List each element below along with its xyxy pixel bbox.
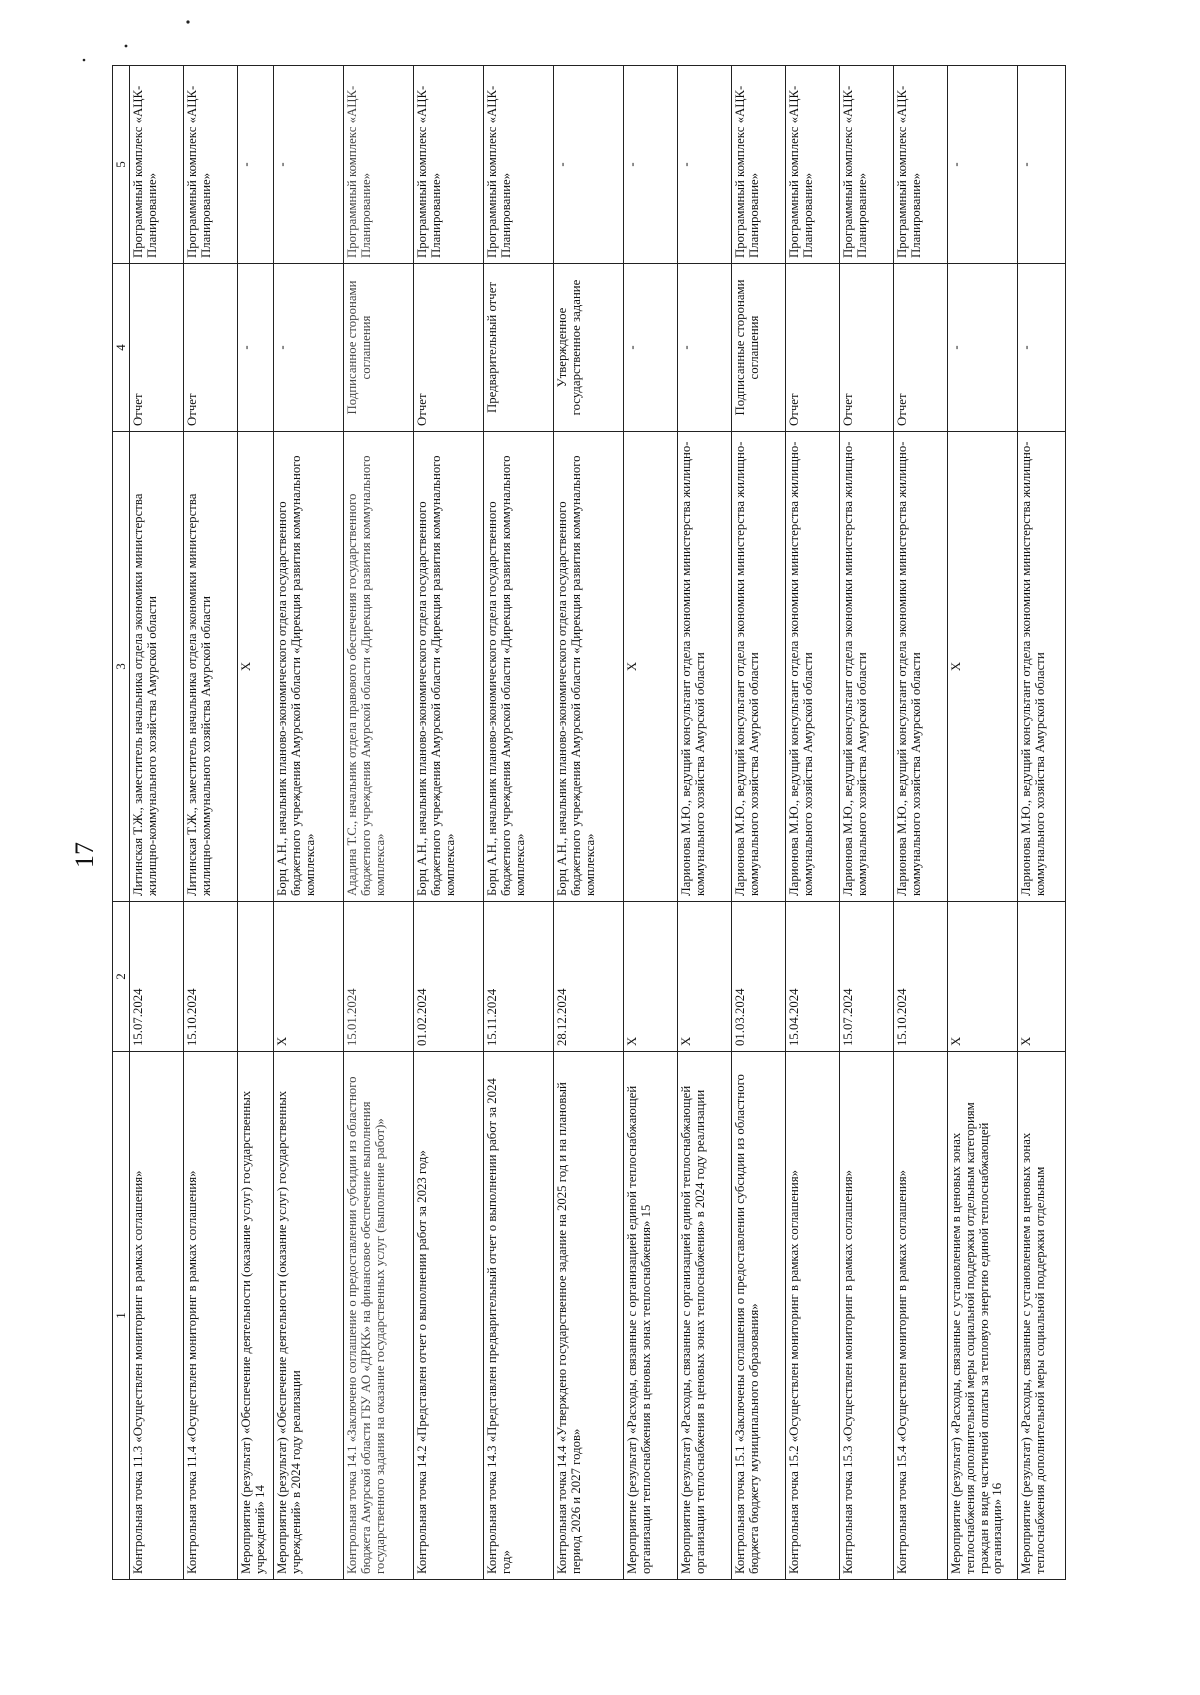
table-row bbox=[732, 66, 786, 1580]
cell-responsible: Литинская Т.Ж., заместитель начальника отдела экономики министерства жилищно-коммунального хозяйства Амурской области bbox=[184, 432, 238, 902]
cell-date bbox=[238, 902, 274, 1052]
col-header-2: 2 bbox=[113, 902, 130, 1052]
cell-responsible: Борц А.Н., начальник планово-экономического отдела государственного бюджетного учреждения Амурской области «Дирекция развития коммунального комплекса» bbox=[554, 432, 624, 902]
cell-document: - bbox=[238, 264, 274, 432]
cell-system: Программный комплекс «АЦК-Планирование» bbox=[786, 66, 840, 264]
table-row bbox=[344, 66, 414, 1580]
cell-date: 15.11.2024 bbox=[484, 902, 554, 1052]
cell-responsible: Ларионова М.Ю., ведущий консультант отдела экономики министерства жилищно-коммунального хозяйства Амурской области bbox=[786, 432, 840, 902]
table-row bbox=[786, 66, 840, 1580]
cell-event: Контрольная точка 15.2 «Осуществлен мониторинг в рамках соглашения» bbox=[786, 1052, 840, 1580]
table-row bbox=[130, 66, 184, 1580]
cell-system: - bbox=[948, 66, 1018, 264]
cell-event: Контрольная точка 11.4 «Осуществлен мониторинг в рамках соглашения» bbox=[184, 1052, 238, 1580]
table-row bbox=[414, 66, 484, 1580]
cell-system: Программный комплекс «АЦК-Планирование» bbox=[184, 66, 238, 264]
cell-system: - bbox=[624, 66, 678, 264]
table-row bbox=[840, 66, 894, 1580]
cell-date: 01.03.2024 bbox=[732, 902, 786, 1052]
cell-event: Мероприятие (результат) «Расходы, связанные с установлением в ценовых зонах теплоснабжения дополнительной меры социальной поддержки отдельным категориям граждан в виде частичной оплаты за тепловую энергию единой теплоснабжающей организации» 16 bbox=[948, 1052, 1018, 1580]
cell-date: X bbox=[624, 902, 678, 1052]
cell-document: Отчет bbox=[414, 264, 484, 432]
cell-document: Утвержденное государственное задание bbox=[554, 264, 624, 432]
cell-responsible: Борц А.Н., начальник планово-экономического отдела государственного бюджетного учреждения Амурской области «Дирекция развития коммунального комплекса» bbox=[414, 432, 484, 902]
cell-document: - bbox=[678, 264, 732, 432]
cell-date: 15.07.2024 bbox=[130, 902, 184, 1052]
cell-event: Контрольная точка 14.3 «Представлен предварительный отчет о выполнении работ за 2024 год» bbox=[484, 1052, 554, 1580]
cell-document: Отчет bbox=[184, 264, 238, 432]
cell-system: - bbox=[1018, 66, 1066, 264]
cell-document: Отчет bbox=[894, 264, 948, 432]
cell-responsible: Ларионова М.Ю., ведущий консультант отдела экономики министерства жилищно-коммунального хозяйства Амурской области bbox=[678, 432, 732, 902]
cell-event: Мероприятие (результат) «Расходы, связанные с организацией единой теплоснабжающей организации теплоснабжения в ценовых зонах теплоснабжения» в 2024 году реализации bbox=[678, 1052, 732, 1580]
cell-event: Контрольная точка 11.3 «Осуществлен мониторинг в рамках соглашения» bbox=[130, 1052, 184, 1580]
cell-document: Подписанное сторонами соглашения bbox=[344, 264, 414, 432]
cell-system: Программный комплекс «АЦК-Планирование» bbox=[894, 66, 948, 264]
cell-document: - bbox=[624, 264, 678, 432]
page-number: 17 bbox=[70, 842, 99, 868]
cell-system: Программный комплекс «АЦК-Планирование» bbox=[484, 66, 554, 264]
col-header-1: 1 bbox=[113, 1052, 130, 1580]
table-row bbox=[484, 66, 554, 1580]
cell-responsible: X bbox=[948, 432, 1018, 902]
cell-responsible: X bbox=[238, 432, 274, 902]
cell-date: 15.10.2024 bbox=[184, 902, 238, 1052]
cell-document: - bbox=[1018, 264, 1066, 432]
cell-responsible: Ларионова М.Ю., ведущий консультант отдела экономики министерства жилищно-коммунального хозяйства Амурской области bbox=[1018, 432, 1066, 902]
cell-responsible: Ларионова М.Ю., ведущий консультант отдела экономики министерства жилищно-коммунального хозяйства Амурской области bbox=[894, 432, 948, 902]
cell-event: Контрольная точка 14.1 «Заключено соглашение о предоставлении субсидии из областного бюджета Амурской области ГБУ АО «ДРКК» на финансовое обеспечение выполнения государственного задания на оказание государственных услуг (выполнение работ)» bbox=[344, 1052, 414, 1580]
cell-system: Программный комплекс «АЦК-Планирование» bbox=[840, 66, 894, 264]
cell-document: Отчет bbox=[130, 264, 184, 432]
cell-event: Мероприятие (результат) «Обеспечение деятельности (оказание услуг) государственных учреждений» 14 bbox=[238, 1052, 274, 1580]
cell-date: 15.01.2024 bbox=[344, 902, 414, 1052]
cell-system: Программный комплекс «АЦК-Планирование» bbox=[130, 66, 184, 264]
cell-system: - bbox=[678, 66, 732, 264]
col-header-4: 4 bbox=[113, 264, 130, 432]
cell-system: - bbox=[274, 66, 344, 264]
table-row bbox=[624, 66, 678, 1580]
cell-date: 15.04.2024 bbox=[786, 902, 840, 1052]
cell-system: - bbox=[238, 66, 274, 264]
cell-responsible: X bbox=[624, 432, 678, 902]
table-row bbox=[238, 66, 274, 1580]
cell-date: X bbox=[274, 902, 344, 1052]
cell-document: - bbox=[948, 264, 1018, 432]
cell-event: Контрольная точка 15.3 «Осуществлен мониторинг в рамках соглашения» bbox=[840, 1052, 894, 1580]
cell-document: Отчет bbox=[786, 264, 840, 432]
cell-event: Мероприятие (результат) «Обеспечение деятельности (оказание услуг) государственных учреждений» в 2024 году реализации bbox=[274, 1052, 344, 1580]
cell-responsible: Литинская Т.Ж., заместитель начальника отдела экономики министерства жилищно-коммунального хозяйства Амурской области bbox=[130, 432, 184, 902]
cell-responsible: Ададина Т.С., начальник отдела правового обеспечения государственного бюджетного учреждения Амурской области «Дирекция развития коммунального комплекса» bbox=[344, 432, 414, 902]
cell-document: Предварительный отчет bbox=[484, 264, 554, 432]
cell-event: Мероприятие (результат) «Расходы, связанные с организацией единой теплоснабжающей организации теплоснабжения в ценовых зонах теплоснабжения» 15 bbox=[624, 1052, 678, 1580]
table-row bbox=[184, 66, 238, 1580]
table-row bbox=[894, 66, 948, 1580]
cell-responsible: Ларионова М.Ю., ведущий консультант отдела экономики министерства жилищно-коммунального хозяйства Амурской области bbox=[732, 432, 786, 902]
cell-system: Программный комплекс «АЦК-Планирование» bbox=[344, 66, 414, 264]
cell-document: Отчет bbox=[840, 264, 894, 432]
cell-date: X bbox=[678, 902, 732, 1052]
cell-document: Подписанные сторонами соглашения bbox=[732, 264, 786, 432]
cell-document: - bbox=[274, 264, 344, 432]
cell-date: X bbox=[948, 902, 1018, 1052]
cell-event: Мероприятие (результат) «Расходы, связанные с установлением в ценовых зонах теплоснабжения дополнительной меры социальной поддержки отдельным bbox=[1018, 1052, 1066, 1580]
cell-system: Программный комплекс «АЦК-Планирование» bbox=[732, 66, 786, 264]
table-row bbox=[1018, 66, 1066, 1580]
cell-event: Контрольная точка 15.4 «Осуществлен мониторинг в рамках соглашения» bbox=[894, 1052, 948, 1580]
cell-event: Контрольная точка 15.1 «Заключены соглашения о предоставлении субсидии из областного бюджета бюджету муниципального образования» bbox=[732, 1052, 786, 1580]
cell-system: Программный комплекс «АЦК-Планирование» bbox=[414, 66, 484, 264]
cell-system: - bbox=[554, 66, 624, 264]
table-row bbox=[678, 66, 732, 1580]
cell-responsible: Борц А.Н., начальник планово-экономического отдела государственного бюджетного учреждения Амурской области «Дирекция развития коммунального комплекса» bbox=[484, 432, 554, 902]
cell-date: 01.02.2024 bbox=[414, 902, 484, 1052]
cell-date: X bbox=[1018, 902, 1066, 1052]
cell-event: Контрольная точка 14.2 «Представлен отчет о выполнении работ за 2023 год» bbox=[414, 1052, 484, 1580]
cell-date: 15.07.2024 bbox=[840, 902, 894, 1052]
control-points-table bbox=[112, 65, 1066, 1580]
cell-responsible: Борц А.Н., начальник планово-экономического отдела государственного бюджетного учреждения Амурской области «Дирекция развития коммунального комплекса» bbox=[274, 432, 344, 902]
cell-date: 15.10.2024 bbox=[894, 902, 948, 1052]
cell-date: 28.12.2024 bbox=[554, 902, 624, 1052]
table-row bbox=[274, 66, 344, 1580]
col-header-3: 3 bbox=[113, 432, 130, 902]
rotated-table-sheet bbox=[112, 66, 1066, 1580]
cell-responsible: Ларионова М.Ю., ведущий консультант отдела экономики министерства жилищно-коммунального хозяйства Амурской области bbox=[840, 432, 894, 902]
cell-event: Контрольная точка 14.4 «Утверждено государственное задание на 2025 год и на плановый период 2026 и 2027 годов» bbox=[554, 1052, 624, 1580]
col-header-5: 5 bbox=[113, 66, 130, 264]
header-row bbox=[113, 66, 130, 1580]
table-row bbox=[948, 66, 1018, 1580]
table-row bbox=[554, 66, 624, 1580]
